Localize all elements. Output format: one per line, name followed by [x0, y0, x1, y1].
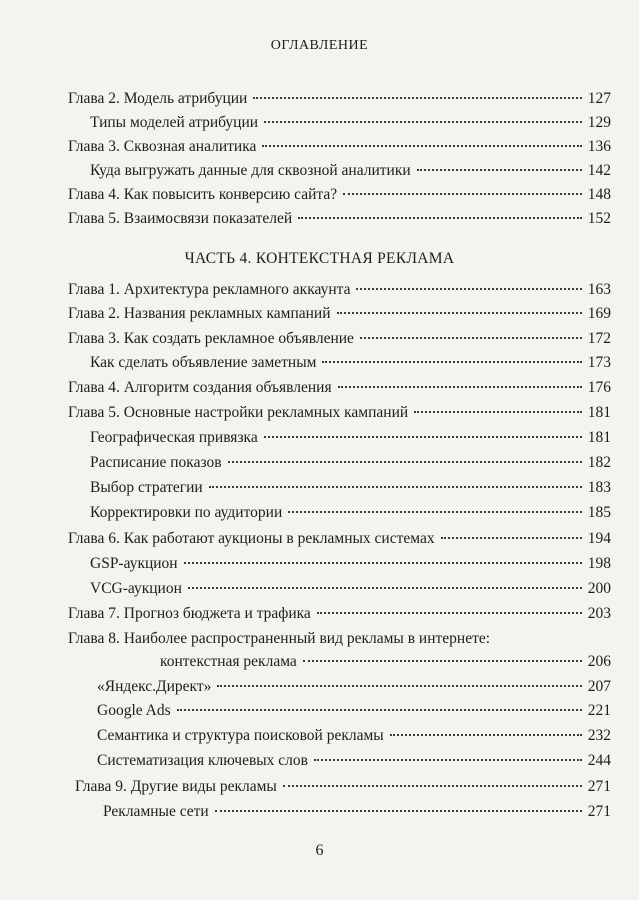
toc-entry-page: 271	[587, 803, 611, 820]
toc-entry-title: Глава 3. Как создать рекламное объявление	[68, 330, 354, 347]
leader-dots	[188, 587, 582, 589]
part-title: ЧАСТЬ 4. КОНТЕКСТНАЯ РЕКЛАМА	[184, 250, 455, 267]
toc-entry[interactable]	[68, 303, 611, 325]
toc-entry-title: Глава 4. Как повысить конверсию сайта?	[68, 186, 338, 203]
toc-entry-page: 173	[587, 354, 611, 371]
toc-entry[interactable]	[90, 502, 611, 524]
leader-dots	[314, 759, 582, 761]
page-number: 6	[315, 842, 324, 859]
toc-entry-page: 200	[587, 580, 611, 597]
leader-dots	[337, 312, 582, 314]
toc-entry-page: 206	[587, 653, 611, 670]
toc-entry-page: 232	[587, 727, 611, 744]
toc-entry[interactable]	[68, 88, 611, 110]
toc-entry[interactable]	[68, 603, 611, 625]
toc-entry-page: 194	[587, 530, 611, 547]
toc-entry-title: Глава 5. Основные настройки рекламных кампаний	[68, 404, 409, 421]
leader-dots	[264, 121, 582, 123]
leader-dots	[441, 537, 582, 539]
toc-entry-page: 221	[587, 702, 611, 719]
leader-dots	[414, 411, 582, 413]
toc-entry-title: Глава 7. Прогноз бюджета и трафика	[68, 605, 311, 622]
toc-entry[interactable]	[68, 328, 611, 350]
leader-dots	[417, 169, 582, 171]
toc-entry[interactable]	[103, 801, 611, 823]
toc-entry-title: Глава 9. Другие виды рекламы	[75, 778, 277, 795]
toc-entry-title: Как сделать объявление заметным	[90, 354, 317, 371]
toc-entry-title: Куда выгружать данные для сквозной аналитики	[90, 162, 411, 179]
leader-dots	[264, 436, 582, 438]
leader-dots	[390, 734, 582, 736]
toc-entry-title: контекстная реклама	[160, 653, 297, 670]
toc-entry-page: 271	[587, 778, 611, 795]
toc-entry[interactable]	[90, 427, 611, 449]
toc-entry[interactable]	[90, 160, 611, 182]
toc-entry-title: Глава 1. Архитектура рекламного аккаунта	[68, 281, 351, 298]
leader-dots	[322, 361, 581, 363]
toc-entry[interactable]	[68, 628, 611, 650]
toc-entry-title: Глава 4. Алгоритм создания объявления	[68, 379, 332, 396]
toc-entry[interactable]	[68, 136, 611, 158]
toc-entry-page: 142	[587, 162, 611, 179]
leader-dots	[360, 337, 582, 339]
leader-dots	[356, 288, 581, 290]
toc-entry-page: 136	[587, 138, 611, 155]
toc-entry-page: 169	[587, 305, 611, 322]
toc-entry-page: 163	[587, 281, 611, 298]
toc-entry-title: Географическая привязка	[90, 429, 258, 446]
toc-entry[interactable]	[68, 528, 611, 550]
toc-entry[interactable]	[160, 651, 611, 673]
toc-entry-title: VCG-аукцион	[90, 580, 182, 597]
toc-entry-title: Рекламные сети	[103, 803, 209, 820]
toc-entry-page: 152	[587, 210, 611, 227]
toc-entry[interactable]	[97, 750, 611, 772]
toc-entry[interactable]	[97, 700, 611, 722]
toc-entry[interactable]	[90, 578, 611, 600]
toc-entry-title: Google Ads	[97, 702, 171, 719]
toc-entry-page: 148	[587, 186, 611, 203]
leader-dots	[215, 810, 582, 812]
toc-entry-title: Расписание показов	[90, 454, 222, 471]
toc-entry[interactable]	[90, 553, 611, 575]
toc-entry[interactable]	[75, 776, 611, 798]
toc-entry[interactable]	[90, 112, 611, 134]
leader-dots	[288, 511, 582, 513]
toc-entry[interactable]	[68, 184, 611, 206]
toc-entry-page: 176	[587, 379, 611, 396]
toc-entry-page: 185	[587, 504, 611, 521]
leader-dots	[184, 562, 582, 564]
toc-entry-page: 198	[587, 555, 611, 572]
toc-entry-title: Корректировки по аудитории	[90, 504, 283, 521]
leader-dots	[283, 785, 582, 787]
toc-entry-title: Глава 2. Названия рекламных кампаний	[68, 305, 331, 322]
toc-entry-title: Типы моделей атрибуции	[90, 114, 259, 131]
toc-entry-page: 203	[587, 605, 611, 622]
toc-entry-title: GSP-аукцион	[90, 555, 178, 572]
toc-entry-title: Глава 5. Взаимосвязи показателей	[68, 210, 293, 227]
toc-entry[interactable]	[90, 452, 611, 474]
page-header: ОГЛАВЛЕНИЕ	[270, 38, 369, 53]
toc-entry-title: «Яндекс.Директ»	[97, 678, 212, 695]
toc-entry-page: 182	[587, 454, 611, 471]
toc-entry-title: Глава 3. Сквозная аналитика	[68, 138, 257, 155]
leader-dots	[253, 97, 581, 99]
toc-entry[interactable]	[97, 725, 611, 747]
leader-dots	[217, 685, 581, 687]
toc-entry[interactable]	[90, 477, 611, 499]
toc-entry-page: 181	[587, 429, 611, 446]
leader-dots	[228, 461, 582, 463]
toc-entry-title: Глава 2. Модель атрибуции	[68, 90, 248, 107]
toc-entry[interactable]	[97, 676, 611, 698]
toc-entry[interactable]	[68, 279, 611, 301]
leader-dots	[262, 145, 581, 147]
toc-entry-title: Глава 6. Как работают аукционы в рекламных системах	[68, 530, 435, 547]
toc-entry[interactable]	[90, 352, 611, 374]
toc-entry-page: 244	[587, 752, 611, 769]
toc-entry-page: 129	[587, 114, 611, 131]
leader-dots	[338, 386, 582, 388]
toc-entry-page: 183	[587, 479, 611, 496]
toc-entry[interactable]	[68, 402, 611, 424]
toc-entry-title: Семантика и структура поисковой рекламы	[97, 727, 384, 744]
leader-dots	[298, 217, 582, 219]
toc-entry[interactable]	[68, 377, 611, 399]
leader-dots	[317, 612, 582, 614]
leader-dots	[343, 193, 582, 195]
leader-dots	[209, 486, 582, 488]
toc-entry-page: 207	[587, 678, 611, 695]
toc-entry-title: Систематизация ключевых слов	[97, 752, 308, 769]
leader-dots	[177, 709, 582, 711]
toc-entry-page: 172	[587, 330, 611, 347]
toc-entry-title: Глава 8. Наиболее распространенный вид рекламы в интернете:	[68, 630, 491, 647]
toc-entry-page: 127	[587, 90, 611, 107]
toc-entry-title: Выбор стратегии	[90, 479, 203, 496]
toc-entry[interactable]	[68, 208, 611, 230]
leader-dots	[303, 660, 582, 662]
toc-entry-page: 181	[587, 404, 611, 421]
